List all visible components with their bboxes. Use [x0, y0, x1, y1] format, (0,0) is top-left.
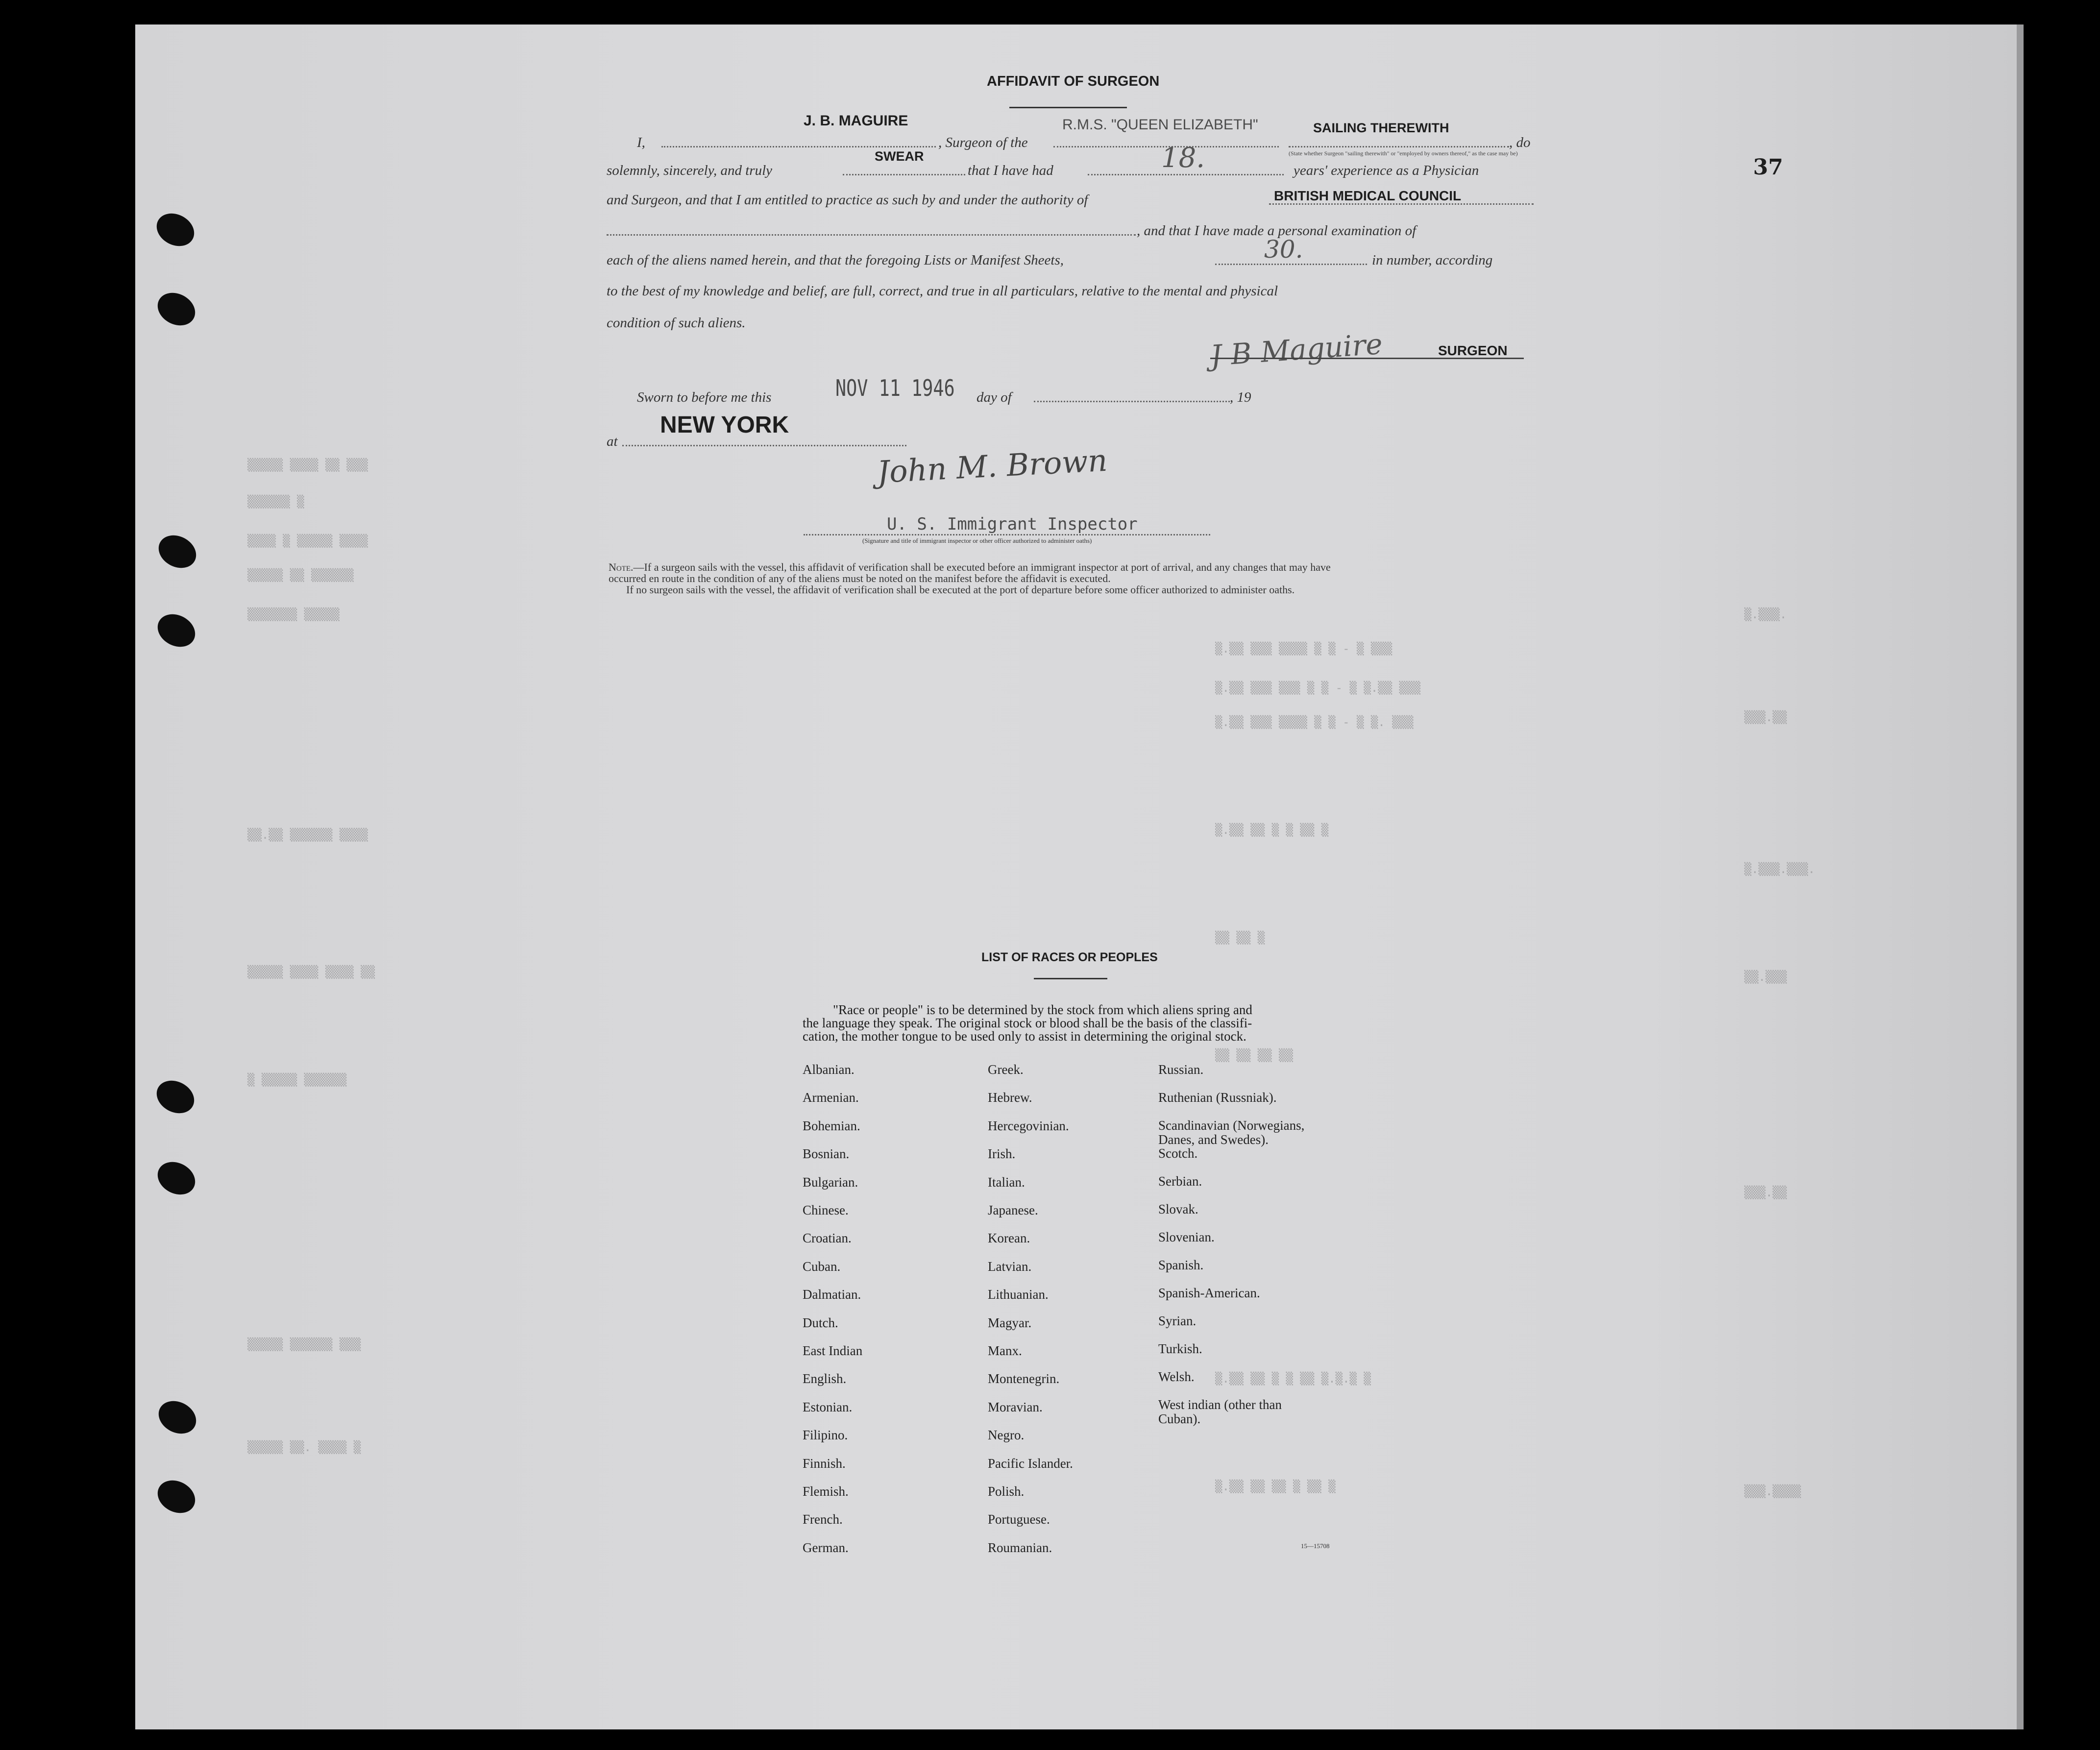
- race-item: Danes, and Swedes).: [1158, 1132, 1269, 1147]
- affidavit-title: AFFIDAVIT OF SURGEON: [987, 73, 1160, 89]
- oath-word: SWEAR: [875, 149, 924, 164]
- sworn-day-of: day of: [977, 389, 1012, 405]
- race-item: Chinese.: [803, 1203, 849, 1217]
- race-item: Hebrew.: [988, 1090, 1032, 1105]
- race-item: Flemish.: [803, 1484, 849, 1499]
- race-item: Dutch.: [803, 1315, 838, 1330]
- line2-prefix: solemnly, sincerely, and truly: [607, 163, 773, 178]
- month-line: [1034, 401, 1230, 402]
- years-experience: 18.: [1161, 142, 1205, 174]
- sworn-place: NEW YORK: [660, 412, 789, 438]
- surgeon-signature: J B Maguire: [1209, 327, 1384, 373]
- races-title: LIST OF RACES OR PEOPLES: [981, 950, 1158, 964]
- race-item: Scandinavian (Norwegians,: [1158, 1118, 1305, 1133]
- race-item: Serbian.: [1158, 1174, 1202, 1189]
- race-item: Pacific Islander.: [988, 1456, 1073, 1471]
- line1-surgeon-of: , Surgeon of the: [938, 135, 1028, 150]
- line7: condition of such aliens.: [607, 315, 746, 331]
- race-item: Bosnian.: [803, 1146, 850, 1161]
- inspector-note: (Signature and title of immigrant inspector or other officer authorized to administer oaths): [862, 537, 1092, 544]
- race-item: Syrian.: [1158, 1313, 1197, 1328]
- races-intro-2: the language they speak. The original stock or blood shall be the basis of the classifi-: [803, 1016, 1252, 1030]
- line3-prefix: and Surgeon, and that I am entitled to practice as such by and under the authority of: [607, 192, 1088, 208]
- form-number: 15—15708: [1301, 1542, 1330, 1550]
- race-item: Ruthenian (Russniak).: [1158, 1090, 1277, 1105]
- race-item: Portuguese.: [988, 1512, 1050, 1527]
- race-item: Slovenian.: [1158, 1230, 1215, 1244]
- sailing-line: [1289, 146, 1509, 147]
- race-item: Slovak.: [1158, 1202, 1198, 1216]
- race-item: Latvian.: [988, 1259, 1032, 1274]
- sworn-year: , 19: [1230, 389, 1251, 405]
- sailing-note: (State whether Surgeon "sailing therewith" or "employed by owners thereof," as the case may be): [1289, 150, 1518, 157]
- race-item: Estonian.: [803, 1400, 853, 1414]
- oath-line: [843, 174, 965, 175]
- race-item: Spanish-American.: [1158, 1286, 1260, 1300]
- sworn-prefix: Sworn to before me this: [637, 389, 772, 405]
- races-intro-1: "Race or people" is to be determined by the stock from which aliens spring and: [833, 1002, 1252, 1017]
- line5-prefix: each of the aliens named herein, and that the foregoing Lists or Manifest Sheets,: [607, 252, 1064, 268]
- line1-i: I,: [637, 135, 645, 150]
- races-title-rule: [1034, 978, 1107, 979]
- note-line3: If no surgeon sails with the vessel, the affidavit of verification shall be executed at the port of departure before some officer authorized to administer oaths.: [626, 583, 1295, 596]
- line2-middle: that I have had: [968, 163, 1053, 178]
- inspector-line: [804, 534, 1210, 535]
- race-item: Japanese.: [988, 1203, 1038, 1217]
- race-item: Scotch.: [1158, 1146, 1198, 1161]
- place-line: [622, 445, 906, 446]
- race-item: Bohemian.: [803, 1118, 860, 1133]
- page-number: 37: [1753, 155, 1783, 180]
- licensing-authority: BRITISH MEDICAL COUNCIL: [1274, 188, 1462, 203]
- sailing-status: SAILING THEREWITH: [1313, 121, 1449, 135]
- note-line2: occurred en route in the condition of any of the aliens must be noted on the manifest before the affidavit is executed.: [609, 572, 1111, 584]
- date-stamp: NOV 11 1946: [835, 375, 955, 401]
- race-item: Albanian.: [803, 1062, 855, 1077]
- line4-text: , and that I have made a personal examination of: [1137, 223, 1416, 239]
- surgeon-name-line: [661, 146, 936, 147]
- race-item: French.: [803, 1512, 843, 1527]
- manifest-page: [135, 24, 2024, 1729]
- authority-line-2: [607, 234, 1136, 236]
- at-label: at: [607, 434, 618, 449]
- race-item: Cuban.: [803, 1259, 841, 1274]
- race-item: Montenegrin.: [988, 1371, 1060, 1386]
- race-item: Turkish.: [1158, 1341, 1202, 1356]
- line5-suffix: in number, according: [1372, 252, 1493, 268]
- race-item: Hercegovinian.: [988, 1118, 1069, 1133]
- sheets-line: [1215, 264, 1367, 265]
- race-item: Moravian.: [988, 1400, 1043, 1414]
- race-item: Roumanian.: [988, 1540, 1052, 1555]
- race-item: Russian.: [1158, 1062, 1204, 1077]
- line1-do: , do: [1509, 135, 1531, 150]
- race-item: Dalmatian.: [803, 1287, 861, 1302]
- race-item: Lithuanian.: [988, 1287, 1049, 1302]
- race-item: East Indian: [803, 1343, 863, 1358]
- surgeon-name: J. B. MAGUIRE: [804, 113, 908, 129]
- race-item: Croatian.: [803, 1231, 852, 1245]
- race-item: Cuban).: [1158, 1411, 1201, 1426]
- race-item: Filipino.: [803, 1428, 848, 1442]
- signature-line: [1210, 358, 1524, 359]
- race-item: Negro.: [988, 1428, 1025, 1442]
- title-rule: [1009, 107, 1127, 108]
- sheet-count: 30.: [1264, 235, 1303, 264]
- race-item: Korean.: [988, 1231, 1030, 1245]
- race-item: Armenian.: [803, 1090, 859, 1105]
- race-item: English.: [803, 1371, 847, 1386]
- race-item: Italian.: [988, 1175, 1025, 1190]
- race-item: Spanish.: [1158, 1258, 1204, 1272]
- note-text-1: —If a surgeon sails with the vessel, this affidavit of verification shall be executed before an immigrant inspector at port of arrival, and any changes that may have: [633, 561, 1331, 573]
- race-item: Magyar.: [988, 1315, 1032, 1330]
- line2-suffix: years' experience as a Physician: [1294, 163, 1479, 178]
- race-item: Polish.: [988, 1484, 1025, 1499]
- race-item: Irish.: [988, 1146, 1016, 1161]
- note-label: Note.: [609, 561, 634, 573]
- race-item: Finnish.: [803, 1456, 846, 1471]
- authority-line: [1269, 203, 1534, 205]
- race-item: German.: [803, 1540, 849, 1555]
- race-item: West indian (other than: [1158, 1397, 1282, 1412]
- years-line: [1088, 174, 1284, 175]
- inspector-signature: John M. Brown: [876, 442, 1108, 490]
- race-item: Greek.: [988, 1062, 1024, 1077]
- vessel-name: R.M.S. "QUEEN ELIZABETH": [1062, 117, 1258, 133]
- line6: to the best of my knowledge and belief, are full, correct, and true in all particulars, relative to the mental and physical: [607, 283, 1278, 299]
- surgeon-label: SURGEON: [1438, 343, 1508, 358]
- races-intro-3: cation, the mother tongue to be used only to assist in determining the original stock.: [803, 1029, 1246, 1044]
- race-item: Welsh.: [1158, 1369, 1195, 1384]
- inspector-title: U. S. Immigrant Inspector: [887, 514, 1138, 534]
- race-item: Bulgarian.: [803, 1175, 858, 1190]
- race-item: Manx.: [988, 1343, 1022, 1358]
